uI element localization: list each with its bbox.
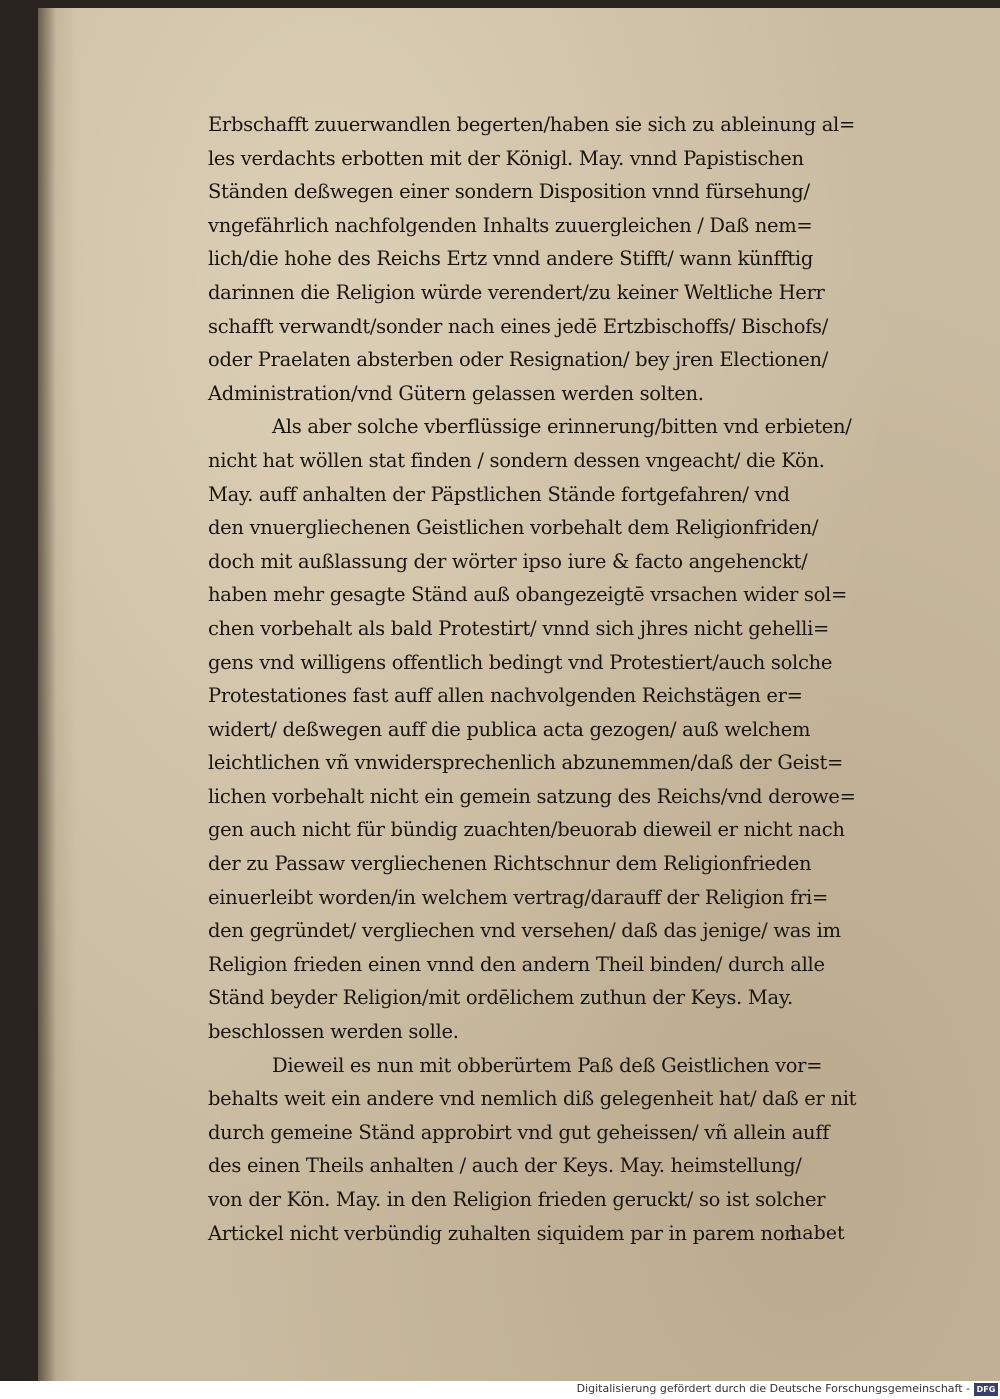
gutter-shadow [38,8,56,1381]
text-line: lich/die hohe des Reichs Ertz vnnd andere Stifft/ wann künfftig [208,247,814,271]
text-line: durch gemeine Ständ approbirt vnd gut geheissen/ vñ allein auff [208,1120,830,1144]
text-line: von der Kön. May. in den Religion frieden geruckt/ so ist solcher [208,1188,826,1211]
catchword: habet [790,1222,845,1244]
text-line: Administration/vnd Gütern gelassen werden solten. [208,381,704,405]
text-line: einuerleibt worden/in welchem vertrag/darauff der Religion fri= [208,885,828,909]
paragraph-start-line: Dieweil es nun mit obberürtem Paß deß Geistlichen vor= [272,1053,823,1077]
text-line: widert/ deßwegen auff die publica acta gezogen/ auß welchem [208,717,811,741]
text-line: schafft verwandt/sonder nach eines jedē Ertzbischoffs/ Bischofs/ [208,314,829,338]
text-line: May. auff anhalten der Päpstlichen Stände fortgefahren/ vnd [208,482,790,506]
text-line: den gegründet/ vergliechen vnd versehen/ daß das jenige/ was im [208,919,841,943]
text-line: Protestationes fast auff allen nachvolgenden Reichstägen er= [208,684,803,708]
text-line: den vnuergliechenen Geistlichen vorbehalt dem Religionfriden/ [208,516,819,540]
text-line: lichen vorbehalt nicht ein gemein satzung des Reichs/vnd derowe= [208,784,856,808]
text-line: doch mit außlassung der wörter ipso iure & facto angehenckt/ [208,549,808,573]
page-text [208,108,948,1250]
text-line: der zu Passaw vergliechenen Richtschnur dem Religionfrieden [208,852,812,876]
text-line: gens vnd willigens offentlich bedingt vnd Protestiert/auch solche [208,650,833,674]
text-line: chen vorbehalt als bald Protestirt/ vnnd sich jhres nicht gehelli= [208,616,830,640]
text-line: beschlossen werden solle. [208,1020,459,1044]
text-line: gen auch nicht für bündig zuachten/beuorab dieweil er nicht nach [208,818,845,842]
paragraph-start-line: Als aber solche vberflüssige erinnerung/bitten vnd erbieten/ [272,415,852,439]
dfg-logo: DFG [974,1383,998,1396]
text-line: Erbschafft zuuerwandlen begerten/haben sie sich zu ableinung al= [208,113,856,136]
text-line: behalts weit ein andere vnd nemlich diß gelegenheit hat/ daß er nit [208,1087,857,1111]
text-line: Religion frieden einen vnnd den andern Theil binden/ durch alle [208,952,825,976]
text-line: leichtlichen vñ vnwidersprechenlich abzunemmen/daß der Geist= [208,751,844,775]
text-line: darinnen die Religion würde verendert/zu keiner Weltliche Herr [208,280,825,304]
text-line: haben mehr gesagte Ständ auß obangezeigtē vrsachen wider sol= [208,583,848,607]
text-line: les verdachts erbotten mit der Königl. May. vnnd Papistischen [208,146,804,170]
footer-bar [0,1381,1000,1399]
text-line: oder Praelaten absterben oder Resignation/ bey jren Electionen/ [208,348,829,372]
text-line: Ständ beyder Religion/mit ordēlichem zuthun der Keys. May. [208,986,793,1010]
funding-credit: Digitalisierung gefördert durch die Deutsche Forschungsgemeinschaft - [576,1382,970,1395]
text-line: Artickel nicht verbündig zuhalten siquidem par in parem non [208,1221,797,1245]
text-line: Ständen deßwegen einer sondern Disposition vnnd fürsehung/ [208,180,810,204]
text-line: vngefährlich nachfolgenden Inhalts zuuergleichen / Daß nem= [208,213,813,237]
text-line: des einen Theils anhalten / auch der Keys. May. heimstellung/ [208,1154,802,1178]
text-line: nicht hat wöllen stat finden / sondern dessen vngeacht/ die Kön. [208,448,825,472]
